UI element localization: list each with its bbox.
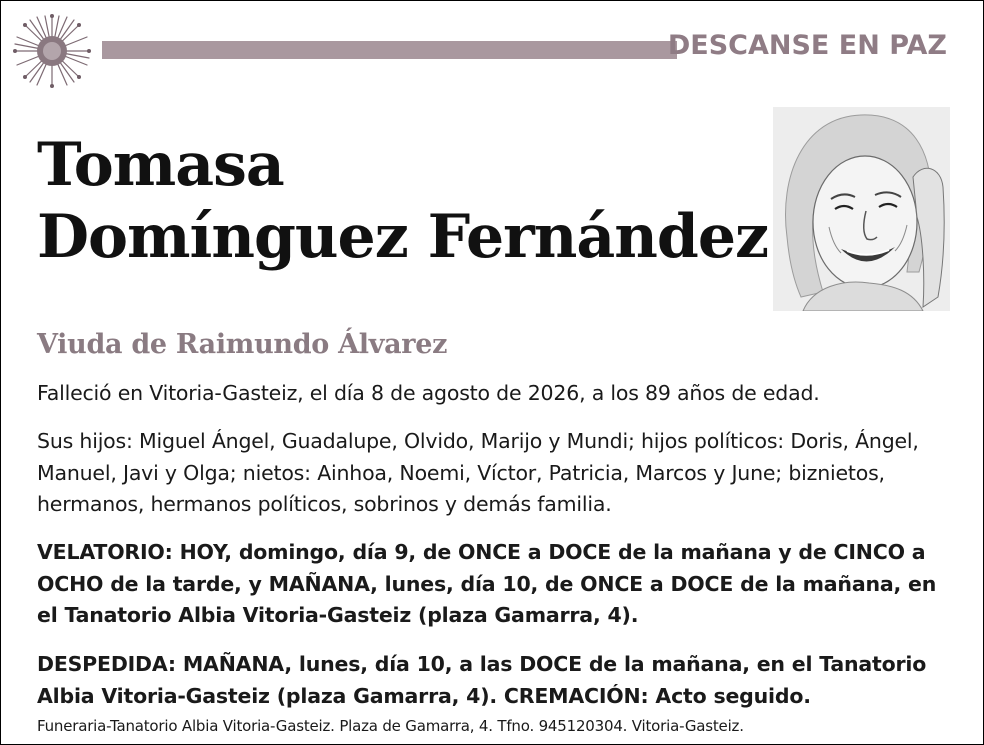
section-label: DESCANSE EN PAZ xyxy=(667,30,947,61)
header-bar xyxy=(102,41,677,59)
death-notice-text: Falleció en Vitoria-Gasteiz, el día 8 de agosto de 2026, a los 89 años de edad. xyxy=(37,381,820,405)
farewell-text: DESPEDIDA: MAÑANA, lunes, día 10, a las DOCE de la mañana, en el Tanatorio Albia Vitoria-Gasteiz (plaza Gamarra, 4). CREMACIÓN: Acto seguido. xyxy=(37,652,927,708)
portrait-photo xyxy=(773,107,950,311)
wake-text: VELATORIO: HOY, domingo, día 9, de ONCE a DOCE de la mañana y de CINCO a OCHO de la tarde, y MAÑANA, lunes, día 10, de ONCE a DOCE de la mañana, en el Tanatorio Albia Vitoria-Gasteiz (plaza Gamarra, 4). xyxy=(37,540,937,627)
thistle-flower-icon xyxy=(9,12,95,90)
deceased-name xyxy=(37,129,768,273)
deceased-first-name: Tomasa xyxy=(37,130,284,200)
deceased-surnames: Domínguez Fernández xyxy=(37,202,769,272)
funeral-home-footer: Funeraria-Tanatorio Albia Vitoria-Gasteiz. Plaza de Gamarra, 4. Tfno. 945120304. Vitoria-Gasteiz. xyxy=(37,717,744,735)
widow-of: Viuda de Raimundo Álvarez xyxy=(37,329,448,360)
family-text: Sus hijos: Miguel Ángel, Guadalupe, Olvido, Marijo y Mundi; hijos políticos: Doris, Ángel, Manuel, Javi y Olga; nietos: Ainhoa, Noemi, Víctor, Patricia, Marcos y June; biznietos, hermanos, hermanos políticos, sobrinos y demás familia. xyxy=(37,429,919,516)
